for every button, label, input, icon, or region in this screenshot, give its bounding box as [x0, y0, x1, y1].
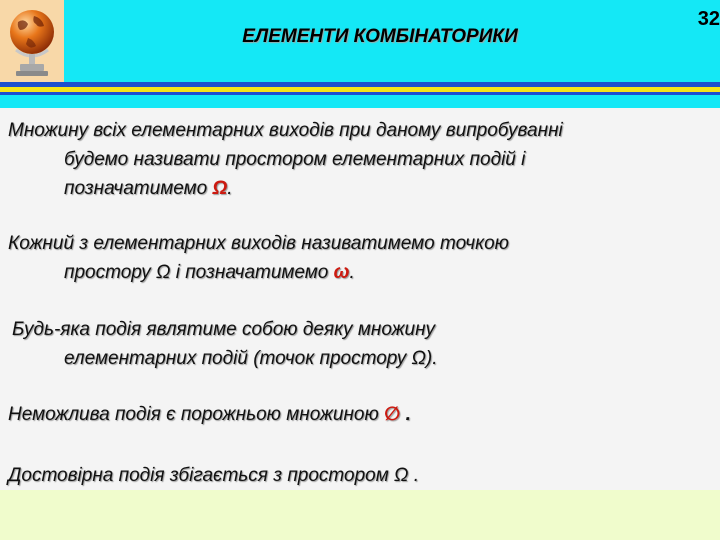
punctuation: .	[400, 404, 411, 425]
paragraph-line: Будь-яка подія являтиме собою деяку множину	[12, 319, 436, 340]
paragraph-text: простору Ω і позначатимемо	[64, 262, 334, 283]
empty-set-symbol: ∅	[384, 404, 401, 425]
paragraph-event	[12, 315, 717, 373]
paragraph-line: Множину всіх елементарних виходів при даному випробуванні	[8, 120, 563, 141]
punctuation: .	[349, 262, 355, 283]
small-omega-symbol: ω	[333, 262, 350, 283]
punctuation: .	[227, 178, 233, 199]
paragraph-line: будемо називати простором елементарних подій і	[64, 149, 526, 170]
paragraph-line: Кожний з елементарних виходів називатимемо точкою	[8, 233, 509, 254]
paragraph-point	[8, 229, 713, 287]
paragraph-line: елементарних подій (точок простору Ω).	[64, 348, 438, 369]
slide-header	[0, 0, 720, 82]
page-number: 32	[697, 8, 720, 30]
paragraph-sample-space	[8, 116, 713, 203]
paragraph-text: Неможлива подія є порожньою множиною	[8, 404, 385, 425]
page-title: ЕЛЕМЕНТИ КОМБІНАТОРИКИ	[242, 26, 518, 47]
divider-stripe	[0, 95, 720, 108]
paragraph-text: позначатимемо	[64, 178, 213, 199]
paragraph-line	[8, 258, 713, 287]
paragraph-line: Достовірна подія збігається з простором Ω .	[8, 465, 420, 486]
paragraph-certain-event	[8, 461, 713, 490]
paragraph-impossible-event	[8, 400, 713, 429]
paragraph-line	[8, 174, 713, 203]
omega-symbol: Ω	[212, 178, 228, 199]
